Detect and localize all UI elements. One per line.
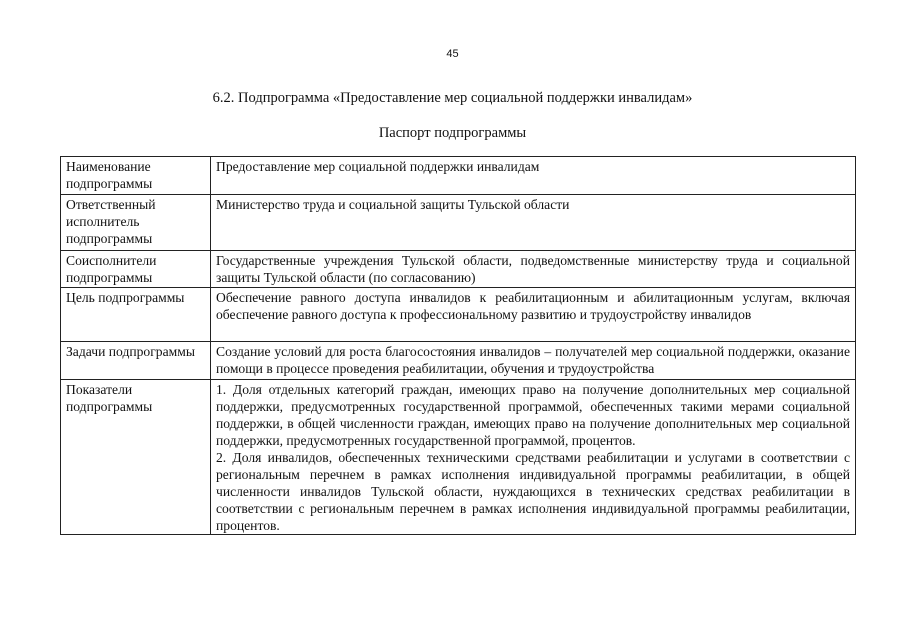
page-number: 45 [446,48,459,60]
row-value: Государственные учреждения Тульской области, подведомственные министерству труда и социальной защиты Тульской области (по согласованию) [211,251,856,288]
row-value: Создание условий для роста благосостояния инвалидов – получателей мер социальной поддержки, оказание помощи в процессе проведения реабилитации, обучения и трудоустройства [211,342,856,380]
table-row-coexecutors [61,251,856,288]
row-label: Цель подпрограммы [61,288,211,342]
row-label: Показатели подпрограммы [61,380,211,535]
table-row-name [61,157,856,195]
row-label: Задачи подпрограммы [61,342,211,380]
row-value: Министерство труда и социальной защиты Тульской области [211,195,856,251]
subprogram-passport-table [60,156,856,535]
row-label: Ответственный исполнитель подпрограммы [61,195,211,251]
row-value [211,380,856,535]
table-row-goal [61,288,856,342]
row-value: Обеспечение равного доступа инвалидов к реабилитационным и абилитационным услугам, включая обеспечение равного доступа к профессиональному развитию и трудоустройству инвалидов [211,288,856,342]
subprogram-heading: 6.2. Подпрограмма «Предоставление мер социальной поддержки инвалидам» [212,90,693,106]
table-row-indicators [61,380,856,535]
row-label: Соисполнители подпрограммы [61,251,211,288]
indicator-item: 1. Доля отдельных категорий граждан, имеющих право на получение дополнительных мер социальной поддержки, предусмотренных государственной программой, обеспеченных такими мерами социальной поддержки, в общей численности граждан, имеющих право на получение дополнительных мер социальной поддержки, предусмотренных государственной программой, процентов. [216,382,850,448]
indicator-item: 2. Доля инвалидов, обеспеченных техническими средствами реабилитации и услугами в соответствии с региональным перечнем в рамках исполнения индивидуальной программы реабилитации, в общей численности инвалидов Тульской области, нуждающихся в технических средствах реабилитации в соответствии с региональным перечнем в рамках исполнения индивидуальной программы реабилитации, процентов. [216,450,850,533]
row-label: Наименование подпрограммы [61,157,211,195]
row-value: Предоставление мер социальной поддержки инвалидам [211,157,856,195]
table-row-responsible [61,195,856,251]
passport-subheading: Паспорт подпрограммы [378,125,527,141]
table-row-tasks [61,342,856,380]
